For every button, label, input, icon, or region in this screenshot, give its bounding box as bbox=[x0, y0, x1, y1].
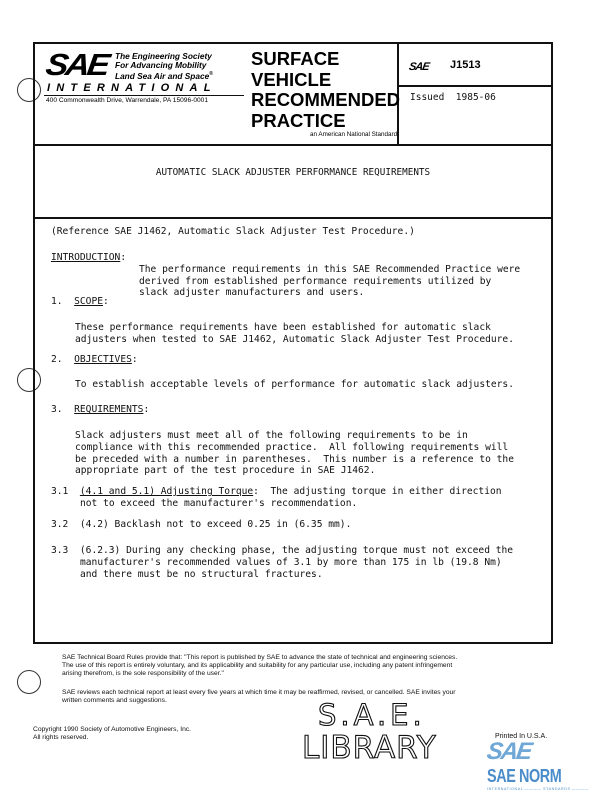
section-objectives-heading: 2. OBJECTIVES: bbox=[51, 354, 138, 365]
introduction-label bbox=[51, 252, 126, 264]
section-number: 2. bbox=[51, 354, 63, 365]
subsection-number: 3.1 bbox=[51, 486, 69, 497]
section-heading: SCOPE bbox=[74, 296, 104, 307]
international-wordmark: INTERNATIONAL bbox=[47, 82, 217, 94]
text-line: SAE reviews each technical report at least every five years at which time it may be reaffirmed, revised, or cancelled. SAE invites your bbox=[62, 689, 456, 696]
section-heading: OBJECTIVES bbox=[74, 354, 132, 365]
section-scope-heading: 1. SCOPE: bbox=[51, 296, 109, 307]
issued-label: Issued bbox=[410, 92, 445, 103]
text-line: (4.2) Backlash not to exceed 0.25 in (6.35 mm). bbox=[79, 519, 352, 530]
copyright bbox=[33, 726, 191, 742]
address: 400 Commonwealth Drive, Warrendale, PA 15096-0001 bbox=[46, 97, 208, 104]
colon: : bbox=[120, 252, 127, 263]
document-number: J1513 bbox=[450, 59, 481, 71]
printed-in-usa: Printed In U.S.A. bbox=[495, 733, 548, 740]
subsection-3-3-continued bbox=[80, 557, 502, 581]
text-line: : The adjusting torque in either direction bbox=[253, 486, 502, 497]
text-line: adjusters when tested to SAE J1462, Automatic Slack Adjuster Test Procedure. bbox=[75, 333, 514, 345]
document-type bbox=[251, 49, 400, 131]
section-requirements-text bbox=[75, 430, 514, 477]
sae-small-logo: SAE bbox=[407, 61, 430, 73]
introduction-text bbox=[139, 252, 520, 299]
watermark-subtitle: INTERNATIONAL ———— STANDARDS ———— bbox=[487, 787, 589, 791]
text-line: slack adjuster manufacturers and users. bbox=[139, 287, 365, 299]
section-number: 3. bbox=[51, 404, 63, 415]
text-line: and there must be no structural fractures. bbox=[80, 568, 323, 580]
wordmark-rule bbox=[44, 95, 244, 96]
text-line: The performance requirements in this SAE Recommended Practice were bbox=[139, 263, 521, 275]
section-heading: REQUIREMENTS bbox=[74, 404, 144, 415]
library-stamp-line2: LIBRARY bbox=[302, 730, 437, 766]
subsection-3-1-continued bbox=[80, 498, 357, 510]
section-requirements-heading: 3. REQUIREMENTS: bbox=[51, 404, 150, 415]
text-line: compliance with this recommended practice. All following requirements will bbox=[75, 441, 509, 453]
subsection-number: 3.2 bbox=[51, 519, 69, 530]
subsection-3-3 bbox=[51, 545, 513, 557]
watermark-sub-left: INTERNATIONAL bbox=[487, 787, 524, 791]
text-line: These performance requirements have been established for automatic slack bbox=[75, 322, 491, 333]
subsection-number: 3.3 bbox=[51, 545, 69, 556]
document-title: AUTOMATIC SLACK ADJUSTER PERFORMANCE REQUIREMENTS bbox=[155, 167, 431, 178]
tagline-line: Land Sea Air and Space bbox=[115, 70, 210, 81]
sae-logo: SAE bbox=[43, 47, 110, 83]
text-line: SAE Technical Board Rules provide that: "This report is published by SAE to advance the state of technical and engineering sciences. bbox=[62, 654, 458, 661]
standard-note: an American National Standard bbox=[310, 131, 398, 138]
doc-type-line: SURFACE bbox=[251, 48, 340, 69]
binder-hole-bottom bbox=[17, 670, 41, 694]
header-bottom-rule bbox=[33, 144, 553, 146]
text-line: Slack adjusters must meet all of the following requirements to be in bbox=[75, 430, 468, 441]
watermark-sae-logo: SAE bbox=[485, 738, 533, 765]
text-line: written comments and suggestions. bbox=[62, 697, 167, 705]
introduction-heading: INTRODUCTION bbox=[51, 252, 121, 263]
text-line: To establish acceptable levels of performance for automatic slack adjusters. bbox=[75, 379, 514, 390]
title-bottom-rule bbox=[33, 217, 553, 219]
text-line: (6.2.3) During any checking phase, the adjusting torque must not exceed the bbox=[79, 545, 514, 556]
reference-line: (Reference SAE J1462, Automatic Slack Adjuster Test Procedure.) bbox=[51, 226, 415, 237]
doc-type-line: RECOMMENDED bbox=[251, 89, 401, 110]
docnum-divider bbox=[397, 85, 553, 87]
watermark-norm-text: SAE NORM bbox=[487, 766, 562, 786]
doc-type-line: PRACTICE bbox=[251, 109, 346, 131]
sae-norm-watermark bbox=[487, 738, 600, 791]
text-line: The use of this report is entirely voluntary, and its applicability and suitability for any particular use, including any patent infringement bbox=[62, 662, 453, 670]
tagline-line: The Engineering Society bbox=[115, 51, 212, 61]
text-line: All rights reserved. bbox=[33, 734, 89, 742]
text-line: appropriate part of the test procedure in SAE J1462. bbox=[75, 465, 376, 477]
text-line: arising therefrom, is the sole responsibility of the user." bbox=[62, 670, 224, 678]
text-line: Copyright 1990 Society of Automotive Engineers, Inc. bbox=[33, 726, 191, 733]
subsection-3-1 bbox=[51, 486, 502, 498]
subsection-3-2 bbox=[51, 519, 351, 531]
issued-date bbox=[410, 92, 496, 103]
society-tagline bbox=[115, 52, 213, 81]
text-line: derived from established performance requirements utilized by bbox=[139, 275, 492, 287]
issued-value: 1985-06 bbox=[455, 92, 496, 103]
text-line: be preceded with a number in parentheses. This number is a reference to the bbox=[75, 453, 514, 465]
registered-mark: ® bbox=[209, 71, 213, 77]
subsection-heading: (4.1 and 5.1) Adjusting Torque bbox=[79, 486, 254, 497]
library-stamp-line1: S.A.E. bbox=[318, 698, 426, 732]
section-number: 1. bbox=[51, 296, 63, 307]
watermark-sub-right: STANDARDS bbox=[543, 787, 571, 791]
text-line: manufacturer's recommended values of 3.1 by more than 175 in lb (19.8 Nm) bbox=[80, 557, 502, 568]
text-line: not to exceed the manufacturer's recommendation. bbox=[80, 498, 358, 509]
doc-type-line: VEHICLE bbox=[251, 68, 332, 90]
technical-board-rules bbox=[62, 654, 457, 679]
section-objectives-text bbox=[75, 379, 514, 391]
tagline-line: For Advancing Mobility bbox=[115, 60, 207, 70]
section-scope-text bbox=[75, 322, 514, 346]
